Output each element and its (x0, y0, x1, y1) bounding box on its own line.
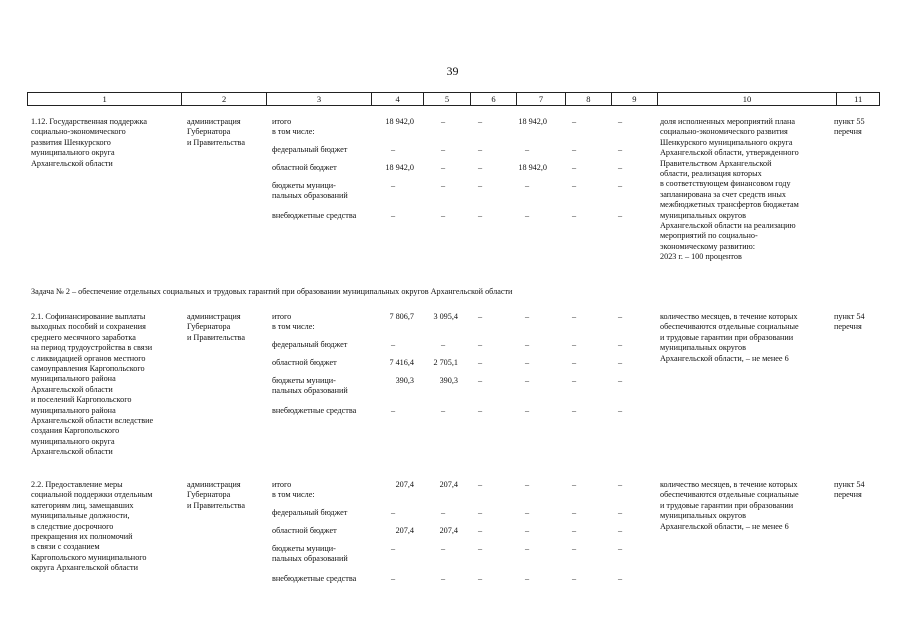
value-col5: – (440, 145, 446, 154)
value-col6: – (477, 163, 483, 172)
budget-source-label: федеральный бюджет (272, 340, 348, 349)
value-col7: – (524, 211, 530, 220)
value-col9: – (617, 145, 623, 154)
budget-source-label: областной бюджет (272, 163, 337, 172)
indicator: количество месяцев, в течение которых обеспечиваются отдельные социальные и трудовые гарантии при образовании муниципальных округов Архангельской области, – не менее 6 (660, 312, 799, 363)
value-col6: – (477, 574, 483, 583)
column-header: 5 (424, 93, 470, 105)
value-col7: 18 942,0 (518, 163, 547, 172)
value-col9: – (617, 117, 623, 126)
value-col9: – (617, 544, 623, 553)
column-header: 2 (182, 93, 267, 105)
value-col7: – (524, 145, 530, 154)
budget-source-label: внебюджетные средства (272, 211, 357, 220)
column-header: 1 (28, 93, 182, 105)
value-col5: – (440, 508, 446, 517)
measure-name: 2.1. Софинансирование выплаты выходных пособий и сохранения среднего месячного заработка на период трудоустройства в связи с ликвидацией органов местного самоуправления Каргопольского муниципального района Архангельской области и поселений Каргопольского муниципального района Архангельской области вследствие создания Каргопольского муниципального округа Архангельской области (31, 312, 154, 457)
value-col8: – (571, 574, 577, 583)
executor: администрация Губернатора и Правительства (187, 480, 245, 510)
value-col7: – (524, 340, 530, 349)
budget-source-label: областной бюджет (272, 526, 337, 535)
value-col4: – (390, 181, 396, 190)
value-col9: – (617, 163, 623, 172)
budget-source-label: бюджеты муници- пальных образований (272, 376, 348, 396)
value-col5: 2 705,1 (433, 358, 458, 367)
value-col8: – (571, 544, 577, 553)
value-col8: – (571, 163, 577, 172)
value-col4: 7 806,7 (389, 312, 414, 321)
value-col6: – (477, 211, 483, 220)
value-col8: – (571, 181, 577, 190)
value-col5: – (440, 574, 446, 583)
value-col6: – (477, 312, 483, 321)
value-col7: 18 942,0 (518, 117, 547, 126)
value-col9: – (617, 181, 623, 190)
value-col5: – (440, 181, 446, 190)
value-col6: – (477, 544, 483, 553)
value-col4: 7 416,4 (389, 358, 414, 367)
budget-source-label: федеральный бюджет (272, 145, 348, 154)
budget-source-label: итого в том числе: (272, 480, 315, 500)
value-col7: – (524, 508, 530, 517)
value-col9: – (617, 358, 623, 367)
value-col8: – (571, 312, 577, 321)
executor: администрация Губернатора и Правительства (187, 312, 245, 342)
value-col4: – (390, 340, 396, 349)
column-header: 4 (372, 93, 424, 105)
value-col8: – (571, 406, 577, 415)
value-col4: – (390, 211, 396, 220)
value-col5: – (440, 211, 446, 220)
reference: пункт 54 перечня (834, 480, 865, 500)
value-col7: – (524, 358, 530, 367)
column-header: 6 (471, 93, 517, 105)
budget-source-label: бюджеты муници- пальных образований (272, 181, 348, 201)
indicator: доля исполненных мероприятий плана социально-экономического развития Шенкурского муниципального округа Архангельской области, утвержденного Правительством Архангельской области, реализация которых в соответствующем финансовом году запланирована за счет средств иных межбюджетных трансфертов бюджетам муниципальных округов Архангельской области на реализацию мероприятий по социально- экономическому развитию: 2023 г. – 100 процентов (660, 117, 799, 262)
value-col6: – (477, 376, 483, 385)
value-col5: 207,4 (439, 480, 458, 489)
value-col9: – (617, 526, 623, 535)
value-col8: – (571, 211, 577, 220)
measure-name: 2.2. Предоставление меры социальной поддержки отдельным категориям лиц, замещавших муниципальные должности, в следствие досрочного прекращения их полномочий в связи с созданием Каргопольского муниципального округа Архангельской области (31, 480, 153, 573)
value-col9: – (617, 406, 623, 415)
executor: администрация Губернатора и Правительства (187, 117, 245, 147)
value-col4: 207,4 (395, 480, 414, 489)
value-col6: – (477, 480, 483, 489)
value-col7: – (524, 181, 530, 190)
value-col9: – (617, 480, 623, 489)
value-col5: 390,3 (439, 376, 458, 385)
page-number: 39 (446, 64, 459, 78)
value-col8: – (571, 117, 577, 126)
value-col9: – (617, 376, 623, 385)
column-header-row (27, 92, 880, 106)
value-col5: – (440, 406, 446, 415)
value-col9: – (617, 312, 623, 321)
budget-source-label: внебюджетные средства (272, 406, 357, 415)
budget-source-label: внебюджетные средства (272, 574, 357, 583)
measure-name: 1.12. Государственная поддержка социально-экономического развития Шенкурского муниципального округа Архангельской области (31, 117, 148, 168)
value-col6: – (477, 508, 483, 517)
column-header: 3 (267, 93, 372, 105)
value-col6: – (477, 526, 483, 535)
value-col8: – (571, 358, 577, 367)
value-col6: – (477, 406, 483, 415)
value-col4: – (390, 574, 396, 583)
value-col7: – (524, 376, 530, 385)
reference: пункт 54 перечня (834, 312, 865, 332)
column-header: 7 (517, 93, 565, 105)
value-col4: – (390, 406, 396, 415)
value-col8: – (571, 376, 577, 385)
column-header: 10 (658, 93, 838, 105)
value-col8: – (571, 340, 577, 349)
column-header: 9 (612, 93, 657, 105)
reference: пункт 55 перечня (834, 117, 865, 137)
budget-source-label: бюджеты муници- пальных образований (272, 544, 348, 564)
value-col9: – (617, 211, 623, 220)
value-col6: – (477, 181, 483, 190)
value-col5: – (440, 544, 446, 553)
value-col4: 18 942,0 (385, 163, 414, 172)
budget-source-label: областной бюджет (272, 358, 337, 367)
value-col8: – (571, 526, 577, 535)
value-col9: – (617, 574, 623, 583)
value-col4: 390,3 (395, 376, 414, 385)
value-col9: – (617, 508, 623, 517)
value-col4: 18 942,0 (385, 117, 414, 126)
value-col6: – (477, 358, 483, 367)
value-col4: – (390, 508, 396, 517)
value-col4: 207,4 (395, 526, 414, 535)
budget-source-label: федеральный бюджет (272, 508, 348, 517)
value-col5: – (440, 163, 446, 172)
indicator: количество месяцев, в течение которых обеспечиваются отдельные социальные и трудовые гарантии при образовании муниципальных округов Архангельской области, – не менее 6 (660, 480, 799, 531)
value-col5: – (440, 340, 446, 349)
budget-source-label: итого в том числе: (272, 117, 315, 137)
value-col5: – (440, 117, 446, 126)
column-header: 11 (854, 94, 863, 104)
value-col8: – (571, 508, 577, 517)
value-col8: – (571, 145, 577, 154)
value-col7: – (524, 312, 530, 321)
value-col6: – (477, 340, 483, 349)
value-col4: – (390, 544, 396, 553)
value-col6: – (477, 117, 483, 126)
value-col4: – (390, 145, 396, 154)
value-col7: – (524, 526, 530, 535)
task-heading: Задача № 2 – обеспечение отдельных социальных и трудовых гарантий при образовании муниципальных округов Архангельской области (31, 287, 513, 296)
value-col7: – (524, 544, 530, 553)
value-col6: – (477, 145, 483, 154)
value-col7: – (524, 406, 530, 415)
value-col8: – (571, 480, 577, 489)
value-col9: – (617, 340, 623, 349)
value-col5: 207,4 (439, 526, 458, 535)
budget-source-label: итого в том числе: (272, 312, 315, 332)
value-col7: – (524, 480, 530, 489)
column-header: 8 (566, 93, 612, 105)
value-col5: 3 095,4 (433, 312, 458, 321)
value-col7: – (524, 574, 530, 583)
